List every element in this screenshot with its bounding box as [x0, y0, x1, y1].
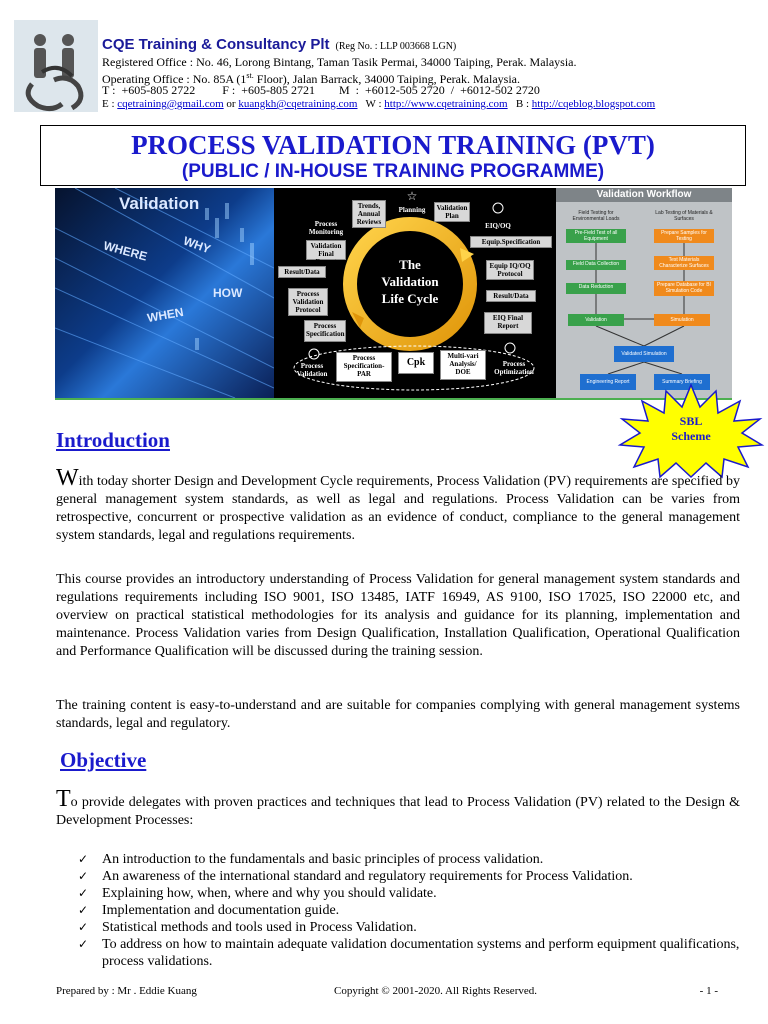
operating-office: Operating Office : No. 85A ($1^{st.}$ Floor), Jalan Barrack, 34000 Taiping, Perak. Malaysia. — [102, 71, 520, 86]
registered-office: Registered Office : No. 46, Lorong Bintang, Taman Tasik Permai, 34000 Taiping, Perak. Malaysia. — [102, 55, 577, 69]
drop-cap: T — [56, 786, 71, 812]
workflow-node: Field Data Collection — [566, 260, 626, 270]
label-process-validation: Process Validation — [296, 362, 328, 378]
box-validation-final-report: Validation Final Report — [306, 240, 346, 260]
label-process-optimization: Process Optimization — [494, 360, 534, 376]
blog-link[interactable]: http://cqeblog.blogspot.com — [531, 98, 656, 110]
box-result-data-left: Result/Data — [278, 266, 326, 278]
objective-paragraph: To provide delegates with proven practices and techniques that lead to Process Validation (PV) related to the Design & Development Processes: — [56, 786, 740, 828]
document-title: PROCESS VALIDATION TRAINING (PVT) — [131, 130, 655, 160]
objective-list — [78, 851, 740, 970]
workflow-node: Engineering Report — [580, 374, 636, 390]
company-heading — [102, 36, 456, 54]
objective-heading: Objective — [60, 748, 147, 772]
word-when: WHEN — [146, 304, 185, 326]
box-trends: Trends, Annual Reviews — [352, 200, 386, 228]
workflow-col1-header: Field Testing for Environmental Loads — [572, 210, 620, 222]
box-validation-plan: Validation Plan — [434, 202, 470, 222]
workflow-node: Pre-Field Test of all Equipment — [566, 229, 626, 243]
box-equip-iq-oq-protocol: Equip IQ/OQ Protocol — [486, 260, 534, 280]
intro-paragraph-2: This course provides an introductory understanding of Process Validation for general management system standards and regulations requirements including ISO 9001, ISO 13485, IATF 16949, AS 9100, ISO 17025, ISO 22000 etc, and overview on practical statistical methodologies for its analysis and guidance for its planning, implementation and maintenance. Process Validation varies from Design Qualification, Installation Qualification, Operational Qualification and Performance Qualification will be discussed during the training session. — [56, 572, 740, 659]
box-process-validation-protocol: Process Validation Protocol — [288, 288, 328, 316]
checkmark-icon: ✓ — [78, 886, 89, 900]
checkmark-icon: ✓ — [78, 920, 89, 934]
box-result-data-right: Result/Data — [486, 290, 536, 302]
introduction-heading: Introduction — [56, 428, 170, 452]
intro-paragraph-1: With today shorter Design and Development Cycle requirements, Process Validation (PV) requirements are specified by general management system standards, as well as legal and regulations. Process Validation can be varies from retrospective, concurrent or prospective validation as an evidence of conduct, compliance to the general management system standards, legal and regulations requirements. — [56, 465, 740, 543]
checkmark-icon: ✓ — [78, 903, 89, 917]
label-planning: Planning — [398, 206, 426, 214]
drop-cap: W — [56, 465, 79, 491]
workflow-node: Simulation — [654, 314, 710, 326]
workflow-node: Data Reduction — [566, 283, 626, 294]
phone-numbers: T : +605-805 2722 F : +605-805 2721 M : +6012-505 2720 / +6012-502 2720 — [102, 83, 540, 97]
box-multivari-doe: Multi-vari Analysis/ DOE — [440, 350, 486, 380]
word-validation: Validation — [119, 194, 200, 213]
word-why: WHY — [181, 233, 213, 257]
workflow-node: Test Materials Characterize Surfaces — [654, 256, 714, 270]
document-subtitle: (PUBLIC / IN-HOUSE TRAINING PROGRAMME) — [181, 161, 605, 182]
workflow-node: Validation — [568, 314, 624, 326]
box-cpk: Cpk — [398, 352, 434, 374]
copyright-notice: Copyright © 2001-2020. All Rights Reserved. — [334, 985, 537, 997]
page-number: - 1 - — [699, 985, 718, 997]
contact-links: E : cqetraining@gmail.com or kuangkh@cqetraining.com W : http://www.cqetraining.com B : http://cqeblog.blogspot.com — [102, 98, 656, 110]
title-box — [40, 125, 746, 186]
checkmark-icon: ✓ — [78, 937, 89, 951]
banner-image — [55, 188, 732, 398]
email-link-1[interactable]: cqetraining@gmail.com — [117, 98, 224, 110]
objective-item: ✓ Explaining how, when, where and why you should validate. — [78, 886, 437, 901]
objective-item: ✓ An awareness of the international standard and regulatory requirements for Process Validation. — [78, 869, 633, 884]
registration-number: (Reg No. : LLP 003668 LGN) — [335, 41, 457, 52]
objective-item: ✓ Statistical methods and tools used in Process Validation. — [78, 920, 417, 935]
svg-text:☆: ☆ — [406, 189, 418, 203]
intro-paragraph-3: The training content is easy-to-understand and are suitable for companies complying with general management systems standards, legal and regulatory. — [56, 698, 740, 731]
website-link[interactable]: http://www.cqetraining.com — [384, 98, 508, 110]
label-process-monitoring: Process Monitoring — [308, 220, 344, 236]
validation-life-cycle-panel — [274, 188, 556, 398]
word-where: WHERE — [101, 238, 149, 264]
workflow-title: Validation Workflow — [556, 188, 732, 202]
workflow-node: Prepare Samples for Testing — [654, 229, 714, 243]
box-equip-specification: Equip.Specification — [470, 236, 552, 248]
box-eiq-final-report: EIQ Final Report — [484, 312, 532, 334]
workflow-node: Prepare Database for BI Simulation Code — [654, 281, 714, 296]
validation-questions-panel — [55, 188, 274, 398]
checkmark-icon: ✓ — [78, 852, 89, 866]
label-eiq-oq: EIQ/OQ — [485, 222, 511, 230]
checkmark-icon: ✓ — [78, 869, 89, 883]
box-process-specification: Process Specification — [304, 320, 346, 342]
company-name: CQE Training & Consultancy Plt — [102, 36, 330, 53]
word-how: HOW — [213, 286, 243, 300]
box-process-specification-par: Process Specification-PAR — [336, 352, 392, 382]
workflow-node: Validated Simulation — [614, 346, 674, 362]
objective-item: ✓ Implementation and documentation guide. — [78, 903, 340, 918]
objective-item: ✓ An introduction to the fundamentals and basic principles of process validation. — [78, 852, 544, 867]
email-link-2[interactable]: kuangkh@cqetraining.com — [238, 98, 358, 110]
prepared-by: Prepared by : Mr . Eddie Kuang — [56, 985, 197, 997]
workflow-col2-header: Lab Testing of Materials & Surfaces — [655, 210, 713, 222]
sbl-scheme-label: SBL Scheme — [671, 414, 711, 443]
life-cycle-center: The Validation Life Cycle — [381, 257, 439, 306]
company-logo — [14, 20, 98, 112]
objective-item: ✓ To address on how to maintain adequate validation documentation systems and perform equipment qualifications, process validations. — [78, 937, 740, 969]
validation-workflow-panel — [556, 188, 732, 398]
workflow-node: Summary Briefing — [654, 374, 710, 390]
